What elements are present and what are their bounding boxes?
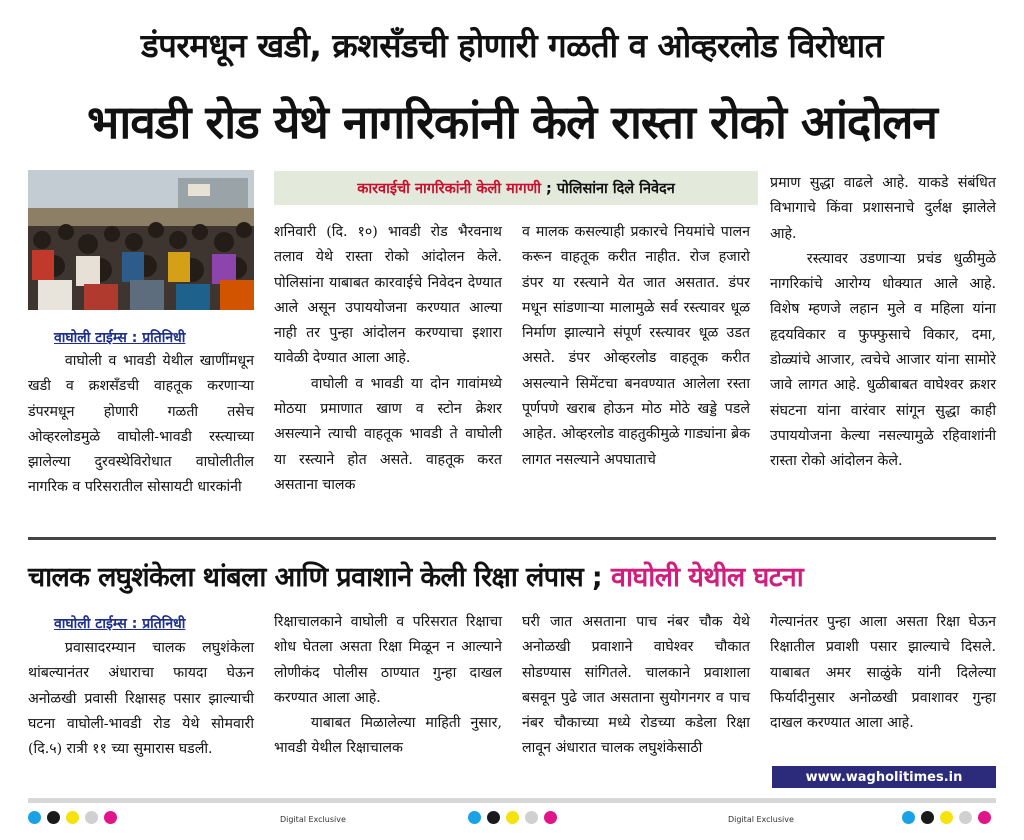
color-registration-dots-right xyxy=(902,811,991,824)
dot-cyan xyxy=(28,811,41,824)
paragraph: शनिवारी (दि. १०) भावडी रोड भैरवनाथ तलाव येथे रास्ता रोको आंदोलन केले. पोलिसांना याबाबत कारवाईचे निवेदन देण्यात आले असून उपाययोजना करण्यात आल्या नाही तर पुन्हा आंदोलन करण्याचा इशारा यावेळी देण्यात आला आहे. xyxy=(274,224,502,367)
story1-col2 xyxy=(274,220,502,498)
dot-gray xyxy=(959,811,972,824)
digital-exclusive-label: Digital Exclusive xyxy=(280,815,346,824)
paragraph: व मालक कसल्याही प्रकारचे नियमांचे पालन करून वाहतूक करीत नाहीत. रोज हजारो डंपर या रस्त्याने येत जात असतात. डंपर मधून सांडणाऱ्या मालामुळे सर्व रस्त्यावर धूळ निर्माण झाल्याने संपूर्ण रस्त्यावर धूळ उडत असते. डंपर ओव्हरलोड वाहतूक करीत असल्याने सिमेंटचा बनवण्यात आलेला रस्ता पूर्णपणे खराब होऊन मोठ मोठे खड्डे पडले आहेत. ओव्हरलोड वाहतुकीमुळे गाड्यांना ब्रेक लागत नसल्याने अपघाताचे xyxy=(522,224,750,468)
dot-black xyxy=(921,811,934,824)
story2-col2 xyxy=(274,610,502,762)
story2-headline xyxy=(28,557,998,594)
dot-magenta xyxy=(544,811,557,824)
color-registration-dots-center xyxy=(468,811,557,824)
dot-magenta xyxy=(104,811,117,824)
headline-top: डंपरमधून खडी, क्रशसँडची होणारी गळती व ओव्हरलोड विरोधात xyxy=(140,26,883,65)
subhead-police: ; पोलिसांना दिले निवेदन xyxy=(546,181,675,197)
story2-headline-location: वाघोली येथील घटना xyxy=(610,562,804,593)
website-link[interactable]: www.wagholitimes.in xyxy=(772,766,996,788)
paragraph: रिक्षाचालकाने वाघोली व परिसरात रिक्षाचा शोध घेतला असता रिक्षा मिळून न आल्याने लोणीकंद पोलीस ठाण्यात गुन्हा दाखल करण्यात आला आहे. xyxy=(274,614,502,706)
headline-main: भावडी रोड येथे नागरिकांनी केले रास्ता रोको आंदोलन xyxy=(87,95,937,149)
dot-black xyxy=(487,811,500,824)
paragraph: प्रमाण सुद्धा वाढले आहे. याकडे संबंधित विभागाचे किंवा प्रशासनाचे दुर्लक्ष झालेले आहे. xyxy=(770,175,996,242)
dot-black xyxy=(47,811,60,824)
paragraph: रस्त्यावर उडणाऱ्या प्रचंड धुळीमुळे नागरिकांचे आरोग्य धोक्यात आले आहे. विशेष म्हणजे लहान मुले व महिला यांना हृदयविकार व फुफ्फुसाचे विकार, दमा, डोळ्यांचे आजार, त्वचेचे आजार यांना सामोरे जावे लागत आहे. धुळीबाबत वाघेश्वर क्रशर संघटना यांना वारंवार सांगून सुद्धा काही उपाययोजना केल्या नसल्यामुळे रहिवाशांनी रास्ता रोको आंदोलन केले. xyxy=(770,250,996,470)
dot-gray xyxy=(525,811,538,824)
dot-yellow xyxy=(66,811,79,824)
dot-cyan xyxy=(468,811,481,824)
paragraph: गेल्यानंतर पुन्हा आला असता रिक्षा घेऊन रिक्षातील प्रवाशी पसार झाल्याचे दिसले. याबाबत अमर साळुंके यांनी दिलेल्या फिर्यादीनुसार अनोळखी प्रवाशावर गुन्हा दाखल करण्यात आला आहे. xyxy=(770,614,996,732)
story1-col1 xyxy=(28,349,254,501)
dot-magenta xyxy=(978,811,991,824)
story2-col4 xyxy=(770,610,996,736)
subhead-demand: कारवाईची नागरिकांनी केली मागणी xyxy=(357,181,541,197)
story2-headline-main: चालक लघुशंकेला थांबला आणि प्रवाशाने केली रिक्षा लंपास ; xyxy=(28,562,603,593)
story1-subhead xyxy=(274,171,758,205)
story1-byline: वाघोली टाईम्स : प्रतिनिधी xyxy=(54,330,186,346)
digital-exclusive-label: Digital Exclusive xyxy=(728,815,794,824)
paragraph: घरी जात असताना पाच नंबर चौक येथे अनोळखी प्रवाशाने वाघेश्वर चौकात सोडण्यास सांगितले. चालकाने प्रवाशाला बसवून पुढे जात असताना सुयोगनगर व पाच नंबर चौकाच्या मध्ये रोडच्या कडेला रिक्षा लावून अंधारात चालक लघुशंकेसाठी xyxy=(522,614,750,757)
section-divider xyxy=(28,537,996,540)
paragraph: वाघोली व भावडी येथील खाणींमधून खडी व क्रशसँडची वाहतूक करणाऱ्या डंपरमधून होणारी गळती तसेच ओव्हरलोडमुळे वाघोली-भावडी रस्त्याच्या झालेल्या दुरवस्थेविरोधात वाघोलीतील नागरिक व परिसरातील सोसायटी धारकांनी xyxy=(28,353,254,496)
story1-col4 xyxy=(770,171,996,475)
paragraph: प्रवासादरम्यान चालक लघुशंकेला थांबल्यानंतर अंधाराचा फायदा घेऊन अनोळखी प्रवासी रिक्षासह पसार झाल्याची घटना वाघोली-भावडी रोड येथे सोमवारी (दि.५) रात्री ११ च्या सुमारास घडली. xyxy=(28,640,254,758)
story2-col1 xyxy=(28,636,254,762)
paragraph: वाघोली व भावडी या दोन गावांमध्ये मोठया प्रमाणात खाण व स्टोन क्रेशर असल्याने त्याची वाहतूक भावडी ते वाघोली या रस्त्याने होत असते. वाहतूक करत असताना चालक xyxy=(274,375,502,493)
crowd-image xyxy=(28,170,254,310)
dot-yellow xyxy=(940,811,953,824)
paragraph: याबाबत मिळालेल्या माहिती नुसार, भावडी येथील रिक्षाचालक xyxy=(274,715,502,757)
story2-byline: वाघोली टाईम्स : प्रतिनिधी xyxy=(54,616,186,632)
protest-photo xyxy=(28,170,254,310)
color-registration-dots-left xyxy=(28,811,117,824)
story1-col3 xyxy=(522,220,750,473)
dot-yellow xyxy=(506,811,519,824)
dot-gray xyxy=(85,811,98,824)
footer-bar xyxy=(28,798,996,803)
story2-col3 xyxy=(522,610,750,762)
dot-cyan xyxy=(902,811,915,824)
